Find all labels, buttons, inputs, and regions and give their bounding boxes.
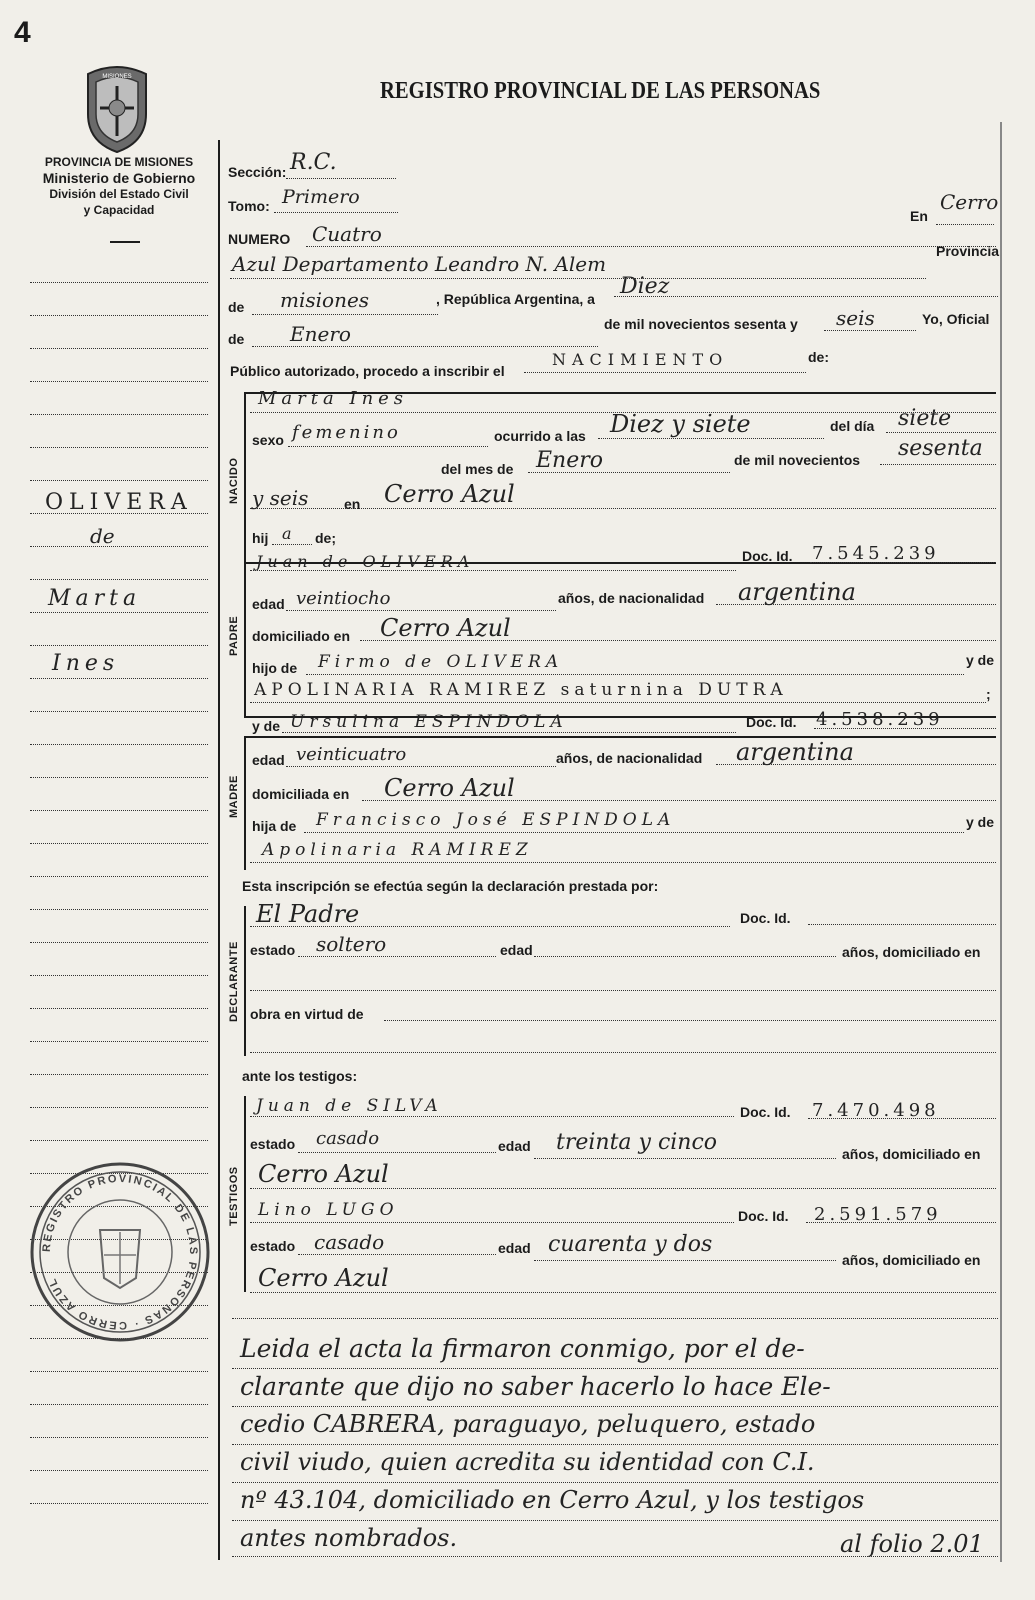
provincia-label: Provincia bbox=[936, 243, 1000, 259]
margin-firstname: Marta bbox=[48, 586, 142, 611]
hij-label: hij bbox=[252, 530, 269, 546]
ante-label: ante los testigos: bbox=[242, 1068, 358, 1084]
abuelo-mat-value: Francisco José ESPINDOLA bbox=[316, 810, 676, 830]
seccion-label: Sección: bbox=[228, 164, 287, 180]
hij-value: a bbox=[282, 524, 292, 543]
madre-edad-label: edad bbox=[252, 752, 285, 768]
hora-value: Diez y siete bbox=[610, 410, 751, 438]
note-line-4: civil viudo, quien acredita su identidad con C.I. bbox=[240, 1448, 815, 1476]
decl-estado-value: soltero bbox=[316, 932, 387, 956]
sexo-value: femenino bbox=[292, 422, 401, 443]
madre-edad-value: veinticuatro bbox=[296, 744, 407, 765]
t2-estado-value: casado bbox=[314, 1230, 385, 1254]
yo-oficial-label: Yo, Oficial bbox=[922, 311, 990, 327]
numero-label: NUMERO bbox=[228, 231, 291, 247]
de-mil2-label: de mil novecientos bbox=[734, 452, 861, 468]
page-number: 4 bbox=[14, 16, 31, 49]
abuela-mat-value: Apolinaria RAMIREZ bbox=[262, 840, 533, 860]
madre-top-rule-2 bbox=[244, 736, 996, 738]
decl-edad-label: edad bbox=[500, 942, 533, 958]
mes-value: Enero bbox=[536, 448, 604, 473]
padre-edad-value: veintiocho bbox=[296, 588, 391, 609]
dia-acto-value: Diez bbox=[620, 274, 670, 299]
padre-dom-label: domiciliado en bbox=[252, 628, 351, 644]
folio-note: al folio 2.01 bbox=[840, 1530, 984, 1558]
de-mil-label: de mil novecientos sesenta y bbox=[604, 316, 798, 332]
decl-anos-label: años, domiciliado en bbox=[842, 944, 981, 960]
dia-value: siete bbox=[898, 406, 952, 431]
inscripcion-label: Esta inscripción se efectúa según la declaración prestada por: bbox=[242, 878, 659, 894]
madre-dom-value: Cerro Azul bbox=[384, 774, 515, 802]
tomo-label: Tomo: bbox=[228, 198, 270, 214]
seccion-value: R.C. bbox=[290, 150, 337, 175]
republica-label: , República Argentina, a bbox=[436, 291, 595, 307]
margin-de: de bbox=[90, 524, 115, 548]
org-line-4: y Capacidad bbox=[83, 203, 155, 217]
mes-acto-value: Enero bbox=[290, 322, 351, 346]
org-underline bbox=[110, 241, 140, 243]
y-de2-label: y de bbox=[252, 718, 281, 734]
margin-surname: OLIVERA bbox=[45, 490, 193, 515]
t2-edad-value: cuarenta y dos bbox=[548, 1232, 713, 1257]
en-value: Cerro bbox=[940, 190, 999, 214]
t1-estado-label: estado bbox=[250, 1136, 296, 1152]
numero-value: Cuatro bbox=[312, 222, 382, 246]
anio2-value: y seis bbox=[252, 486, 309, 510]
note-line-5: nº 43.104, domiciliado en Cerro Azul, y los testigos bbox=[240, 1486, 865, 1514]
right-edge bbox=[1000, 122, 1002, 1562]
abuela-pat-value: APOLINARIA RAMIREZ saturnina DUTRA bbox=[254, 680, 788, 700]
column-divider bbox=[218, 140, 220, 1560]
seal-text: REGISTRO PROVINCIAL DE LAS PERSONAS · CERRO AZUL bbox=[40, 1172, 200, 1332]
madre-nombre-value: Ursulina ESPINDOLA bbox=[290, 712, 568, 732]
official-seal bbox=[28, 1160, 213, 1345]
lugar-nac-value: Cerro Azul bbox=[384, 480, 515, 508]
t2-anos-label: años, domiciliado en bbox=[842, 1252, 981, 1268]
crest-text: MISIONES bbox=[102, 74, 132, 80]
note-line-3: cedio CABRERA, paraguayo, peluquero, estado bbox=[240, 1410, 816, 1438]
note-line-2: clarante que dijo no saber hacerlo lo hace Ele- bbox=[240, 1372, 831, 1401]
semicolon: ; bbox=[986, 686, 991, 702]
madre-nac-label: años, de nacionalidad bbox=[556, 750, 703, 766]
declarante-label: DECLARANTE bbox=[228, 941, 240, 1022]
padre-nombre-value: Juan de OLIVERA bbox=[256, 552, 475, 571]
madre-bracket bbox=[244, 736, 246, 870]
testigo2-value: Lino LUGO bbox=[258, 1200, 399, 1220]
del-dia-label: del día bbox=[830, 418, 875, 434]
testigos-label: TESTIGOS bbox=[228, 1166, 240, 1226]
padre-nac-label: años, de nacionalidad bbox=[558, 590, 705, 606]
madre-label: MADRE bbox=[228, 775, 240, 818]
testigos-bracket bbox=[244, 1096, 246, 1292]
t1-edad-label: edad bbox=[498, 1138, 531, 1154]
org-line-1: PROVINCIA DE MISIONES bbox=[44, 155, 194, 169]
anio-value: sesenta bbox=[898, 436, 983, 461]
en-lower-label: en bbox=[344, 496, 361, 512]
hijo-de-label: hijo de bbox=[252, 660, 298, 676]
sexo-label: sexo bbox=[252, 432, 284, 448]
note-line-1: Leida el acta la firmaron conmigo, por el de- bbox=[240, 1334, 805, 1363]
en-label: En bbox=[910, 208, 928, 224]
t2-edad-label: edad bbox=[498, 1240, 531, 1256]
publico-label: Público autorizado, procedo a inscribir el bbox=[230, 363, 505, 379]
nacido-bracket bbox=[244, 392, 246, 562]
anio-acto-value: seis bbox=[836, 306, 875, 330]
lugar-value: Azul Departamento Leandro N. Alem bbox=[232, 252, 607, 276]
del-mes-label: del mes de bbox=[441, 461, 514, 477]
tomo-value: Primero bbox=[282, 186, 360, 208]
y-de-label-2: y de bbox=[966, 814, 995, 830]
margin-middlename: Ines bbox=[52, 651, 120, 676]
decl-estado-label: estado bbox=[250, 942, 296, 958]
nacido-label: NACIDO bbox=[228, 457, 240, 504]
madre-doc-label: Doc. Id. bbox=[746, 714, 797, 730]
de-colon-label: de: bbox=[808, 349, 829, 365]
note-line-6: antes nombrados. bbox=[240, 1524, 458, 1552]
hija-de-label: hija de bbox=[252, 818, 297, 834]
declarante-value: El Padre bbox=[256, 900, 360, 928]
crest-emblem bbox=[80, 64, 154, 154]
abuelo-pat-value: Firmo de OLIVERA bbox=[318, 652, 564, 672]
padre-dom-value: Cerro Azul bbox=[380, 614, 511, 642]
de-label-2: de bbox=[228, 331, 245, 347]
padre-doc-value: 7.545.239 bbox=[812, 543, 940, 564]
nombre-value: Marta Ines bbox=[258, 388, 409, 409]
org-line-3: División del Estado Civil bbox=[49, 187, 189, 201]
madre-dom-label: domiciliada en bbox=[252, 786, 350, 802]
declarante-doc-label: Doc. Id. bbox=[740, 910, 791, 926]
padre-doc-label: Doc. Id. bbox=[742, 548, 793, 564]
t2-doc-label: Doc. Id. bbox=[738, 1208, 789, 1224]
t1-estado-value: casado bbox=[316, 1128, 380, 1149]
t2-doc-value: 2.591.579 bbox=[814, 1204, 942, 1225]
t2-dom-value: Cerro Azul bbox=[258, 1264, 389, 1292]
t1-edad-value: treinta y cinco bbox=[556, 1130, 718, 1155]
org-line-2: Ministerio de Gobierno bbox=[42, 170, 196, 186]
t1-dom-value: Cerro Azul bbox=[258, 1160, 389, 1188]
acto-value: NACIMIENTO bbox=[552, 350, 729, 369]
de-semi-label: de; bbox=[315, 530, 336, 546]
page-title: REGISTRO PROVINCIAL DE LAS PERSONAS bbox=[380, 78, 821, 104]
padre-bracket bbox=[244, 562, 246, 716]
t1-doc-value: 7.470.498 bbox=[812, 1100, 940, 1121]
provincia-value: misiones bbox=[280, 288, 370, 312]
padre-label: PADRE bbox=[228, 615, 240, 656]
padre-edad-label: edad bbox=[252, 596, 285, 612]
padre-nac-value: argentina bbox=[738, 578, 856, 606]
madre-doc-value: 4.538.239 bbox=[816, 709, 944, 730]
org-header bbox=[14, 154, 224, 218]
madre-nac-value: argentina bbox=[736, 738, 854, 766]
t1-doc-label: Doc. Id. bbox=[740, 1104, 791, 1120]
obra-label: obra en virtud de bbox=[250, 1006, 364, 1022]
t2-estado-label: estado bbox=[250, 1238, 296, 1254]
y-de-label: y de bbox=[966, 652, 995, 668]
declarante-bracket bbox=[244, 906, 246, 1056]
ocurrido-label: ocurrido a las bbox=[494, 428, 586, 444]
t1-anos-label: años, domiciliado en bbox=[842, 1146, 981, 1162]
testigo1-value: Juan de SILVA bbox=[256, 1096, 443, 1116]
de-label: de bbox=[228, 299, 245, 315]
